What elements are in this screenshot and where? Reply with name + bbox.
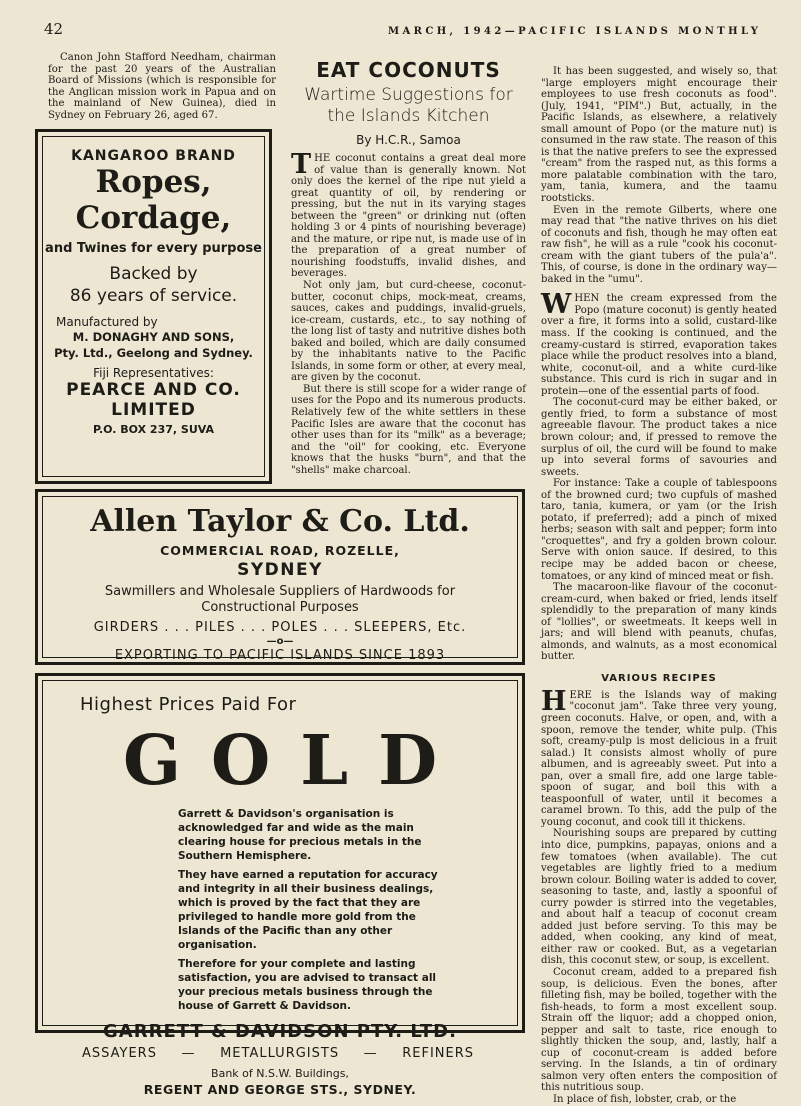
advert-paragraph: They have earned a reputation for accuracy and integrity in all their business dealings, which is proved by the fact that they are privileged to handle more gold from the Islands of the Pacific than any other organisation. — [178, 869, 438, 951]
advert-po-box: P.O. BOX 237, SUVA — [92, 423, 215, 436]
section-heading: VARIOUS RECIPES — [601, 672, 717, 684]
kangaroo-brand-advert — [35, 129, 272, 484]
article-column-1 — [291, 58, 526, 476]
advert-paragraph: Garrett & Davidson's organisation is acknowledged far and wide as the main clearing house for precious metals in the Southern Hemisphere. — [178, 808, 422, 862]
article-paragraph: For instance: Take a couple of tablespoons of the browned curd; two cupfuls of mashed taro, tania, kumera, or yam (or the Irish potato, if preferred); add a pinch of mixed herbs; season with salt and pepper; form into "croquettes", and fry a golden brown colour. Serve with onion sauce. If desired, to this recipe may be added bacon or cheese, tomatoes, or any kind of minced meat or fish. — [541, 478, 777, 582]
advert-address: REGENT AND GEORGE STS., SYDNEY. — [143, 1082, 417, 1097]
obituary-notice: Canon John Stafford Needham, chairman for the past 20 years of the Australian Board of Missions (which is responsible for the Anglican mission work in Papua and on the mainland of New Guinea), died in Sydney on February 26, aged 67. — [48, 52, 276, 121]
advert-years: 86 years of service. — [69, 286, 238, 306]
advert-gold: GOLD — [122, 721, 468, 801]
article-subtitle: Wartime Suggestions for the Islands Kitchen — [304, 85, 513, 126]
article-paragraph: Nourishing soups are prepared by cutting into dice, pumpkins, papayas, onions and a few tomatoes (when available). The cut vegetables are lightly fried to a medium brown colour. Boiling water is added to cover, seasoning to taste, and, lastly a spoonful of curry powder is stirred into the vegetables, and about half a teacup of coconut cream added just before serving. To this may be added, when cooking, any kind of meat, either raw or cooked. But, as a vegetarian dish, this coconut stew, or soup, is excellent. — [541, 828, 777, 967]
advert-export: EXPORTING TO PACIFIC ISLANDS SINCE 1893 — [114, 648, 446, 663]
page-number: 42 — [44, 20, 64, 38]
drop-cap: W — [541, 289, 572, 321]
drop-cap: T — [291, 149, 312, 180]
garrett-davidson-advert — [35, 673, 525, 1097]
paragraph-text: HE coconut contains a great deal more of value than is generally known. Not only does the kernel of the ripe nut yield a great quantity of oil, by rendering or pressing, but the nut in its varying stages between the "green" or drinking nut (often holding 3 or 4 pints of nourishing beverage) and the mature, or ripe nut, is made use of in the preparation of a great number of nourishing foodstuffs, invalid dishes, and beverages. — [291, 153, 526, 280]
advert-backed: Backed by — [109, 264, 198, 284]
advert-maker-name: M. DONAGHY AND SONS, — [72, 330, 235, 344]
advert-maker-location: Pty. Ltd., Geelong and Sydney. — [54, 346, 253, 360]
advert-headline-cordage: Cordage, — [75, 200, 232, 236]
article-paragraph: The coconut-curd may be either baked, or gently fried, to form a substance of most agreeable flavour. The product takes a nice brown colour; and, if pressed to remove the surplus of oil, the curd will be found to make up into several forms of savouries and sweets. — [541, 397, 777, 478]
advert-trade: REFINERS — [402, 1046, 474, 1061]
article-paragraph: In place of fish, lobster, crab, or the — [553, 1094, 737, 1106]
article-byline: By H.C.R., Samoa — [356, 133, 461, 147]
advert-trade: METALLURGISTS — [220, 1046, 340, 1061]
advert-description-2: Constructional Purposes — [201, 600, 359, 615]
article-column-2 — [541, 66, 777, 1106]
advert-paragraph: Therefore for your complete and lasting satisfaction, you are advised to transact all your precious metals business through the house of Garrett & Davidson. — [178, 958, 437, 1012]
article-paragraph — [291, 149, 526, 280]
article-paragraph: But there is still scope for a wider range of uses for the Popo and its numerous products. Relatively few of the white settlers in these Pacific Isles are aware that the coconut has other uses than for its "milk" as a beverage; and the "oil" for cooking, etc. Everyone knows that the husks "burn", and that the "shells" make charcoal. — [291, 383, 526, 476]
advert-fiji-reps: Fiji Representatives: — [93, 366, 214, 380]
advert-dash: — — [181, 1046, 196, 1061]
running-title: MARCH, 1942—PACIFIC ISLANDS MONTHLY — [388, 26, 762, 37]
advert-trade: ASSAYERS — [82, 1046, 157, 1061]
advert-city: SYDNEY — [237, 560, 323, 580]
advert-company-name: GARRETT & DAVIDSON PTY. LTD. — [103, 1021, 457, 1042]
article-paragraph: Not only jam, but curd-cheese, coconut-butter, coconut chips, mock-meat, creams, sauces, cakes and puddings, invalid-gruels, ice-cream, custards, etc., to say nothing of the long list of tasty and nutritive dishes both baked and boiled, which are daily consumed by the inhabitants native to the Pacific Islands, in some form or other, at every meal, are given by the coconut. — [291, 280, 526, 384]
advert-road: COMMERCIAL ROAD, ROZELLE, — [160, 543, 400, 558]
advert-manufactured: Manufactured by — [56, 315, 158, 329]
advert-rep-name: PEARCE AND CO. — [66, 380, 241, 400]
advert-company-name: Allen Taylor & Co. Ltd. — [90, 504, 470, 539]
advert-headline-ropes: Ropes, — [95, 164, 212, 200]
drop-cap: H — [541, 685, 567, 717]
article-paragraph: Coconut cream, added to a prepared fish soup, is delicious. Even the bones, after filleting fish, may be boiled, together with the fish-heads, to form a most excellent soup. Strain off the liquor; add a chopped onion, pepper and salt to taste, rice enough to slightly thicken the soup, and, lastly, half a cup of coconut-cream is added before serving. In the Islands, a tin of ordinary salmon very often enters the composition of this nutritious soup. — [541, 967, 777, 1094]
advert-dash: — — [363, 1046, 378, 1061]
article-paragraph: The macaroon-like flavour of the coconut-cream-curd, when baked or fried, lends itself splendidly to the preparation of many kinds of "lollies", or sweetmeats. It keeps well in jars; and will blend with peanuts, chufas, almonds, and walnuts, as a most economical butter. — [541, 582, 777, 663]
paragraph-text: HEN the cream expressed from the Popo (mature coconut) is gently heated over a fire, it forms into a solid, custard-like mass. If the cooking is continued, and the creamy-custard is stirred, evaporation takes place while the product resolves into a bland, white, coconut-oil, and a white curd-like substance. This curd is rich in sugar and in protein—one of the essential parts of food. — [541, 293, 777, 397]
advert-tagline: and Twines for every purpose — [45, 241, 262, 256]
advert-rep-limited: LIMITED — [111, 400, 196, 420]
advert-bank: Bank of N.S.W. Buildings, — [211, 1067, 349, 1080]
advert-trades — [38, 1046, 522, 1061]
allen-taylor-advert — [35, 489, 525, 665]
article-title: EAT COCONUTS — [316, 58, 501, 82]
advert-description: Sawmillers and Wholesale Suppliers of Hardwoods for — [104, 584, 456, 599]
advert-items: GIRDERS . . . PILES . . . POLES . . . SLEEPERS, Etc. — [93, 620, 467, 635]
article-paragraph — [541, 289, 777, 397]
article-paragraph — [541, 685, 777, 829]
advert-headline: Highest Prices Paid For — [80, 694, 297, 715]
article-paragraph: Even in the remote Gilberts, where one may read that "the native thrives on his diet of coconuts and fish, though he may often eat raw fish", he will as a rule "cook his coconut-cream with the giant tubers of the pula'a". This, of course, is done in the ordinary way—baked in the "umu". — [541, 204, 777, 285]
advert-divider: —o— — [266, 636, 294, 647]
article-paragraph: It has been suggested, and wisely so, that "large employers might encourage their employees to use fresh coconuts as food". (July, 1941, "PIM".) But, actually, in the Pacific Islands, as elsewhere, a relatively small amount of Popo (or the mature nut) is consumed in the raw state. The reason of this is that the native prefers to see the expressed "cream" from the rasped nut, as this forms a more palatable combination with the taro, yam, tania, kumera, and the taamu rootsticks. — [541, 66, 777, 205]
advert-body — [38, 807, 522, 1013]
advert-brand: KANGAROO BRAND — [71, 148, 236, 164]
paragraph-text: ERE is the Islands way of making "coconut jam". Take three very young, green coconuts. Halve, or open, and, with a spoon, remove the tender, white pulp. (This soft, creamy-pulp is most delicious in a fruit salad.) It consists almost wholly of pure albumen, and is agreeably sweet. Put into a pan, over a small fire, add one large table-spoon of sugar, and boil this with a teaspoonfull of water, until it becomes a caramel brown. To this, add the pulp of the young coconut, and cook till it thickens. — [541, 689, 777, 828]
